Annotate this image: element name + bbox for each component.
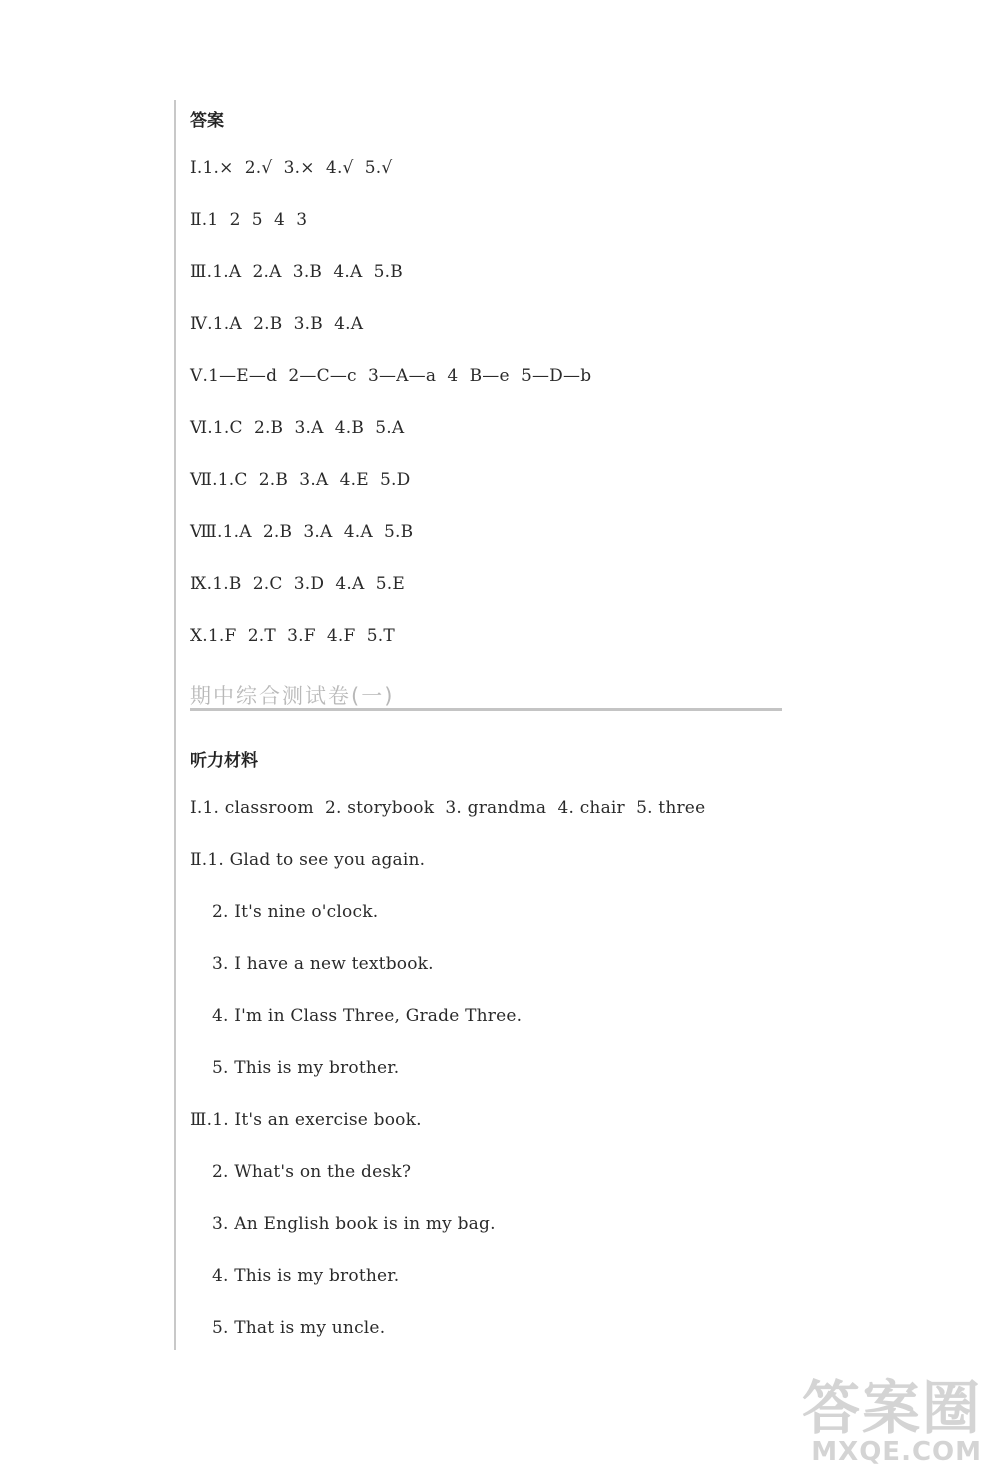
answer-line-7: Ⅶ.1.C 2.B 3.A 4.E 5.D	[190, 470, 411, 490]
watermark-logo: 答案圈	[801, 1374, 982, 1442]
answer-line-3: Ⅲ.1.A 2.A 3.B 4.A 5.B	[190, 262, 403, 282]
answers-heading: 答案	[190, 111, 224, 131]
listening-heading: 听力材料	[190, 751, 258, 771]
answer-line-2: Ⅱ.1 2 5 4 3	[190, 210, 308, 230]
watermark	[801, 1374, 982, 1467]
section-title: 期中综合测试卷(一)	[190, 684, 395, 708]
answer-line-9: Ⅸ.1.B 2.C 3.D 4.A 5.E	[190, 574, 405, 594]
margin-rule	[174, 100, 176, 1350]
listening-line-9: 3. An English book is in my bag.	[212, 1214, 496, 1234]
answer-line-1: Ⅰ.1.× 2.√ 3.× 4.√ 5.√	[190, 158, 393, 178]
answer-line-10: Ⅹ.1.F 2.T 3.F 4.F 5.T	[190, 626, 395, 646]
listening-line-10: 4. This is my brother.	[212, 1266, 400, 1286]
watermark-domain: MXQE.COM	[811, 1437, 982, 1467]
listening-line-1: Ⅰ.1. classroom 2. storybook 3. grandma 4. chair 5. three	[190, 798, 706, 818]
answer-line-5: Ⅴ.1—E—d 2—C—c 3—A—a 4 B—e 5—D—b	[190, 366, 592, 386]
listening-line-3: 2. It's nine o'clock.	[212, 902, 379, 922]
listening-line-2: Ⅱ.1. Glad to see you again.	[190, 850, 426, 870]
listening-line-5: 4. I'm in Class Three, Grade Three.	[212, 1006, 523, 1026]
section-divider	[190, 708, 782, 711]
listening-line-6: 5. This is my brother.	[212, 1058, 400, 1078]
answer-line-4: Ⅳ.1.A 2.B 3.B 4.A	[190, 314, 364, 334]
listening-line-8: 2. What's on the desk?	[212, 1162, 412, 1182]
answer-line-8: Ⅷ.1.A 2.B 3.A 4.A 5.B	[190, 522, 414, 542]
listening-line-4: 3. I have a new textbook.	[212, 954, 434, 974]
listening-line-7: Ⅲ.1. It's an exercise book.	[190, 1110, 422, 1130]
answer-line-6: Ⅵ.1.C 2.B 3.A 4.B 5.A	[190, 418, 405, 438]
listening-line-11: 5. That is my uncle.	[212, 1318, 386, 1338]
